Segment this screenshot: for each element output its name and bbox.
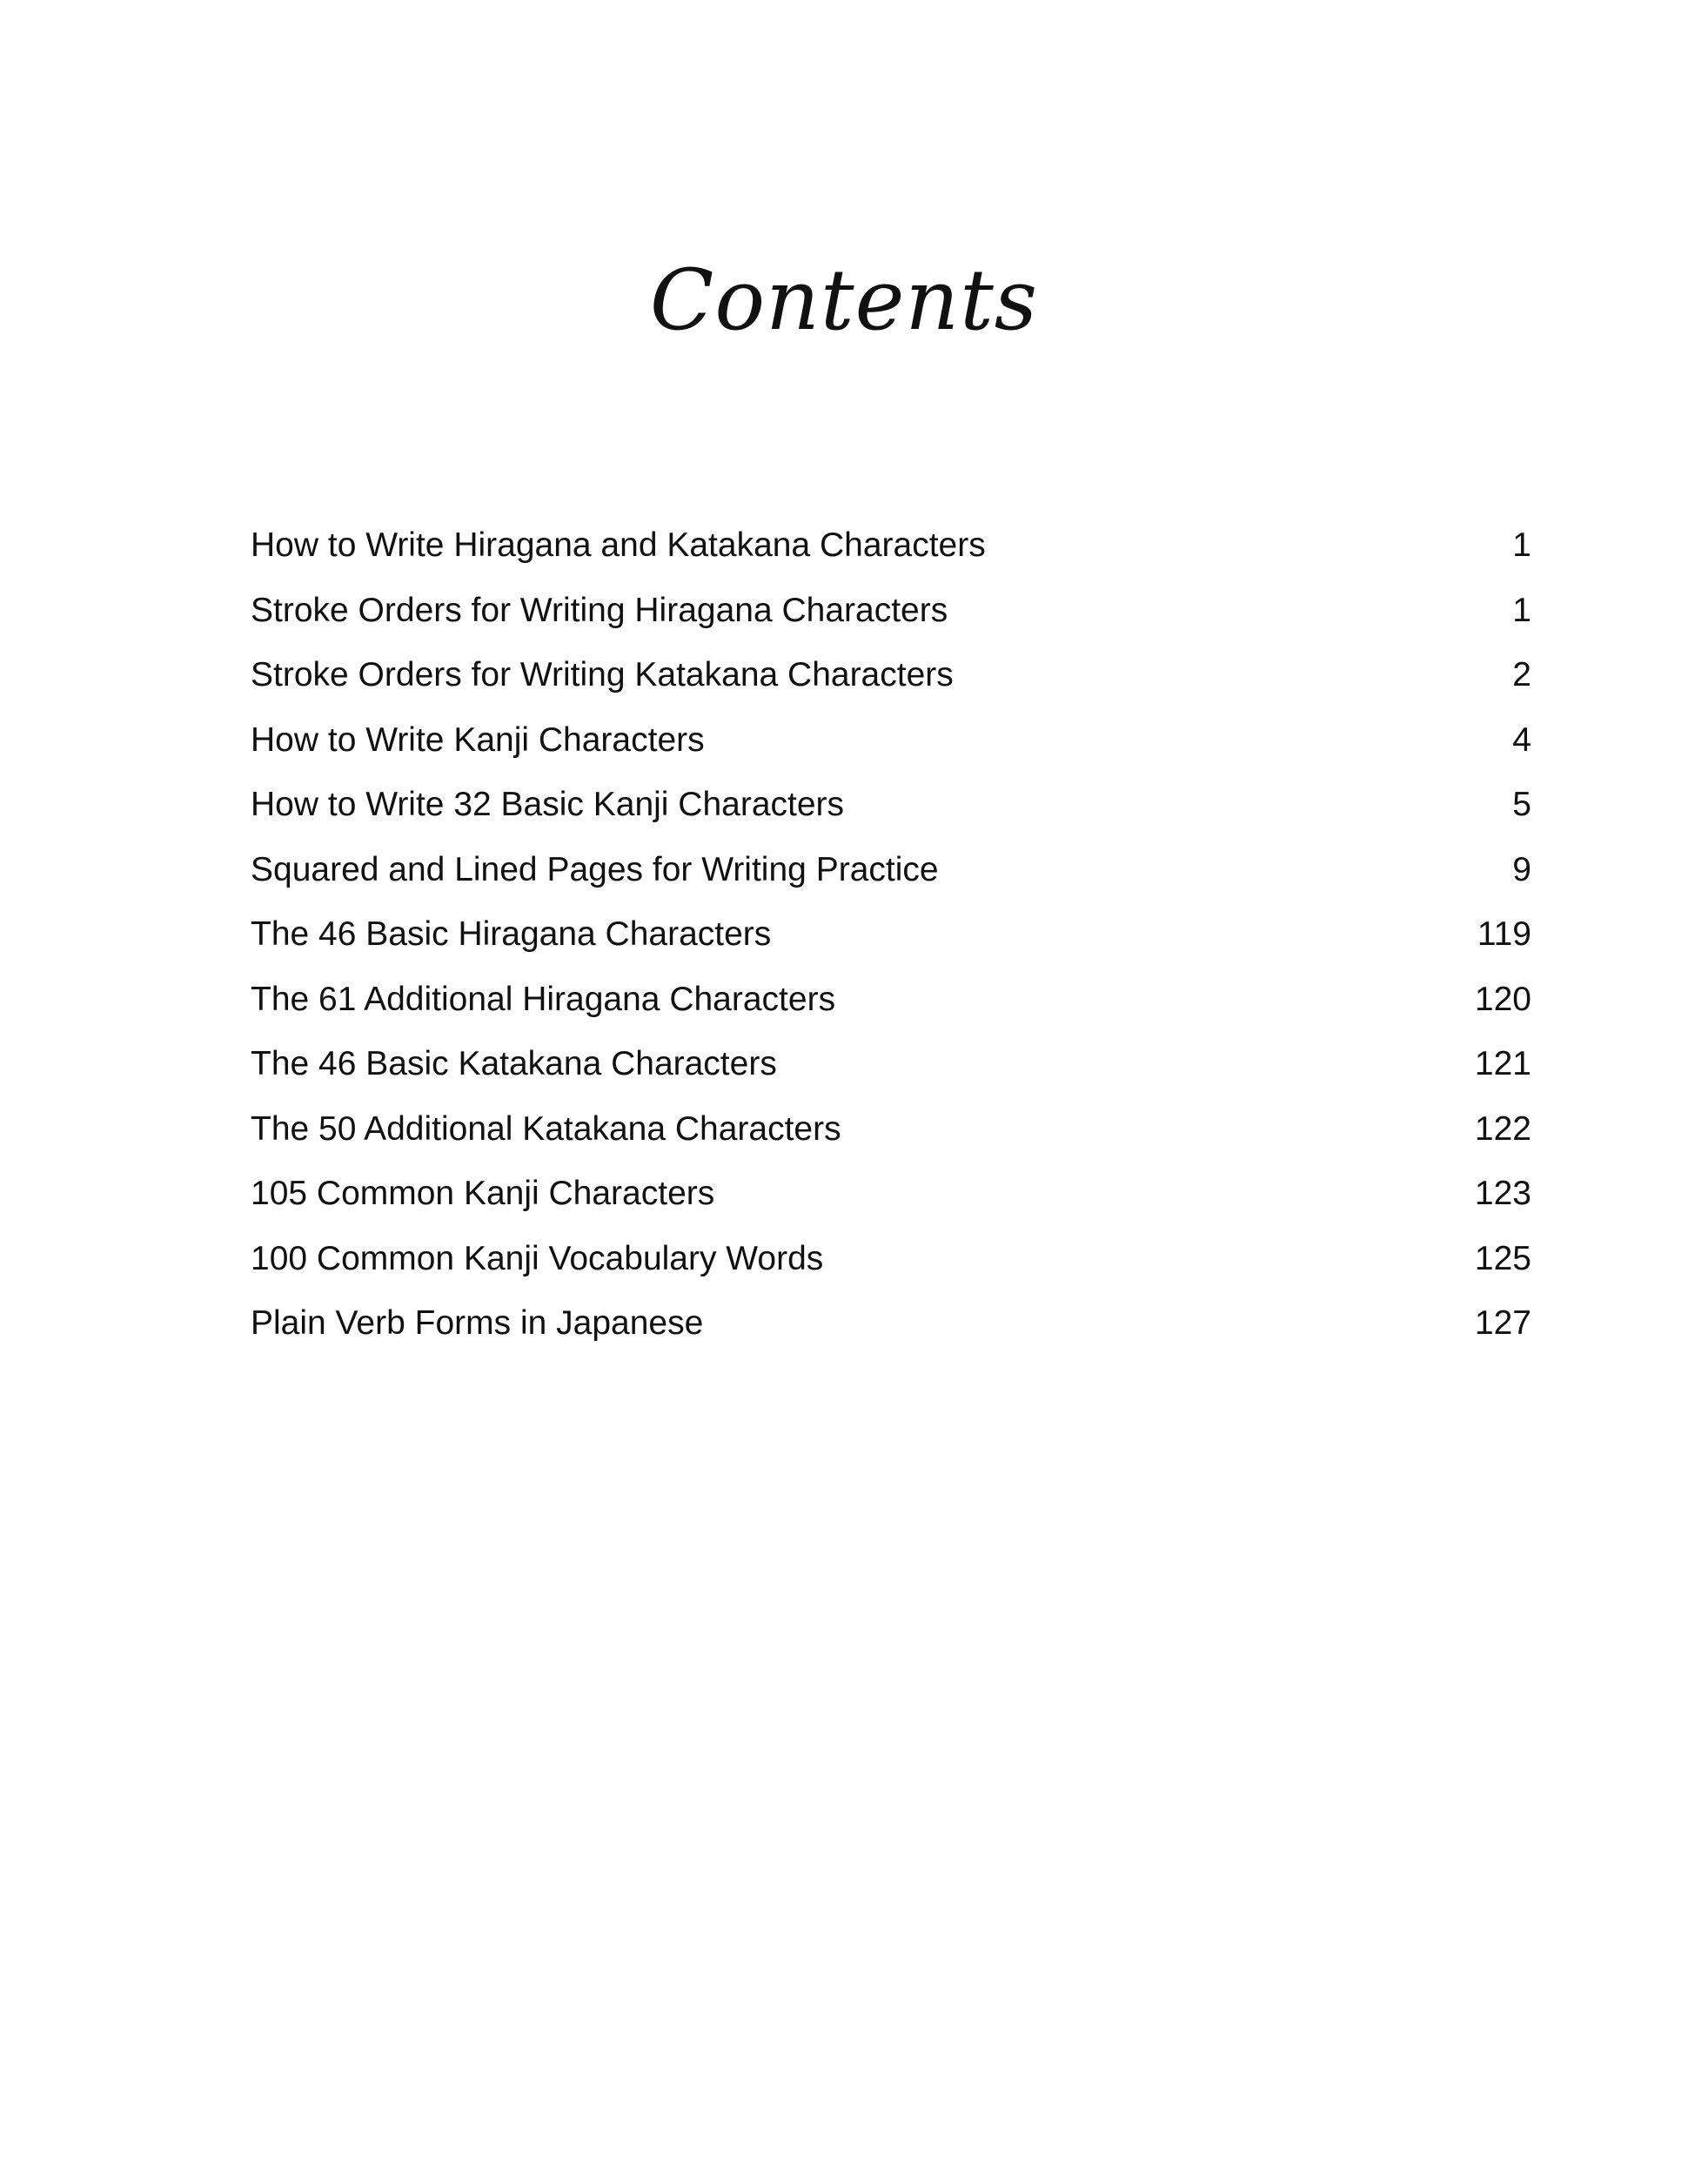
toc-entry[interactable] <box>251 513 1531 579</box>
table-of-contents <box>251 513 1531 1357</box>
toc-entry[interactable] <box>251 1291 1531 1357</box>
toc-entry-page: 123 <box>1474 1175 1531 1212</box>
toc-entry[interactable] <box>251 838 1531 903</box>
page-title: Contents <box>649 251 1039 349</box>
toc-entry[interactable] <box>251 968 1531 1033</box>
toc-entry-title: Stroke Orders for Writing Katakana Characters <box>251 656 954 693</box>
toc-entry-page: 5 <box>1512 786 1531 823</box>
toc-entry[interactable] <box>251 902 1531 968</box>
toc-entry-title: 100 Common Kanji Vocabulary Words <box>251 1239 824 1277</box>
toc-entry-page: 2 <box>1512 656 1531 693</box>
toc-entry-page: 1 <box>1512 591 1531 629</box>
toc-entry[interactable] <box>251 773 1531 838</box>
toc-entry-title: The 50 Additional Katakana Characters <box>251 1109 841 1148</box>
toc-entry-page: 125 <box>1474 1239 1531 1277</box>
toc-entry-page: 1 <box>1512 526 1531 564</box>
toc-entry-title: The 46 Basic Hiragana Characters <box>251 915 772 953</box>
toc-entry-title: The 61 Additional Hiragana Characters <box>251 980 836 1018</box>
toc-entry[interactable] <box>251 1032 1531 1097</box>
toc-entry[interactable] <box>251 1162 1531 1227</box>
toc-entry-title: Plain Verb Forms in Japanese <box>251 1304 704 1342</box>
toc-entry[interactable] <box>251 579 1531 644</box>
toc-entry-page: 120 <box>1474 980 1531 1018</box>
toc-entry-title: Stroke Orders for Writing Hiragana Characters <box>251 591 948 629</box>
toc-entry-title: How to Write 32 Basic Kanji Characters <box>251 786 845 823</box>
toc-entry-title: The 46 Basic Katakana Characters <box>251 1045 777 1082</box>
toc-entry-page: 9 <box>1512 850 1531 888</box>
toc-entry[interactable] <box>251 1097 1531 1162</box>
toc-entry[interactable] <box>251 643 1531 708</box>
toc-entry[interactable] <box>251 1227 1531 1292</box>
toc-entry-page: 122 <box>1474 1109 1531 1148</box>
toc-entry-title: How to Write Kanji Characters <box>251 720 705 759</box>
toc-entry-page: 119 <box>1477 915 1531 953</box>
toc-entry-title: How to Write Hiragana and Katakana Characters <box>251 526 986 564</box>
toc-entry-title: 105 Common Kanji Characters <box>251 1175 715 1212</box>
toc-entry-page: 4 <box>1512 720 1531 759</box>
toc-entry[interactable] <box>251 708 1531 774</box>
toc-entry-title: Squared and Lined Pages for Writing Practice <box>251 850 939 888</box>
toc-entry-page: 121 <box>1474 1045 1531 1082</box>
toc-entry-page: 127 <box>1474 1304 1531 1342</box>
